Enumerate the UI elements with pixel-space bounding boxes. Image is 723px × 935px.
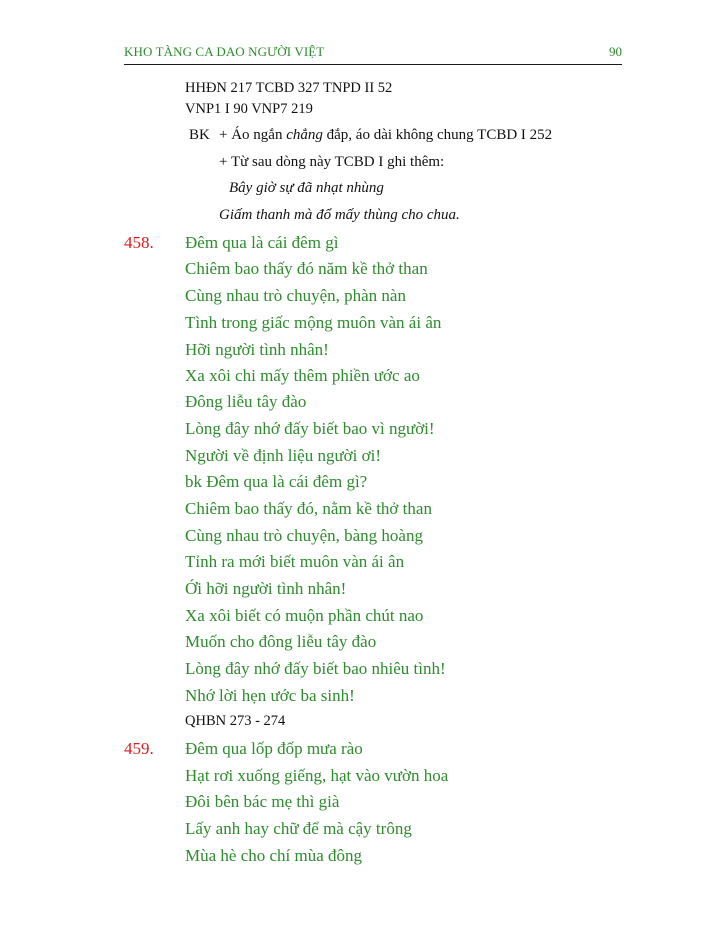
note-line: + Áo ngắn chẳng đắp, áo dài không chung TCBD I 252 <box>219 127 553 143</box>
verse-line: Cùng nhau trò chuyện, phàn nàn <box>185 286 406 305</box>
note-quote-line: Bây giờ sự đã nhạt nhùng <box>229 180 384 196</box>
verse-line: Xa xôi biết có muộn phần chút nao <box>185 606 424 625</box>
source-line: VNP1 I 90 VNP7 219 <box>185 101 313 117</box>
verse-line: Tỉnh ra mới biết muôn vàn ái ân <box>185 552 405 571</box>
verse-line: Chiêm bao thấy đó, nằm kề thở than <box>185 499 432 518</box>
verse-line: Đêm qua là cái đêm gì <box>185 233 339 252</box>
verse-line: bk Đêm qua là cái đêm gì? <box>185 472 368 491</box>
page-number: 90 <box>609 44 622 59</box>
verse-line: Cùng nhau trò chuyện, bàng hoàng <box>185 526 423 545</box>
verse-line: Xa xôi chi mấy thêm phiền ước ao <box>185 366 420 385</box>
verse-line: Nhớ lời hẹn ước ba sinh! <box>185 686 355 705</box>
verse-line: Tình trong giấc mộng muôn vàn ái ân <box>185 313 442 332</box>
entry-number: 458. <box>124 233 154 252</box>
running-header <box>124 42 622 65</box>
reference-line: QHBN 273 - 274 <box>185 713 286 729</box>
source-line: HHĐN 217 TCBD 327 TNPD II 52 <box>185 80 393 96</box>
verse-line: Hạt rơi xuống giếng, hạt vào vườn hoa <box>185 766 449 785</box>
verse-line: Muốn cho đông liễu tây đào <box>185 632 377 651</box>
verse-line: Đông liễu tây đào <box>185 392 307 411</box>
entry-number: 459. <box>124 739 154 758</box>
verse-line: Mùa hè cho chí mùa đông <box>185 846 363 865</box>
verse-line: Người về định liệu người ơi! <box>185 446 382 465</box>
note-line: + Từ sau dòng này TCBD I ghi thêm: <box>219 154 445 170</box>
verse-line: Chiêm bao thấy đó năm kề thở than <box>185 259 428 278</box>
verse-line: Ới hỡi người tình nhân! <box>185 579 347 598</box>
verse-line: Lòng đây nhớ đấy biết bao nhiêu tình! <box>185 659 446 678</box>
verse-line: Lòng đây nhớ đấy biết bao vì người! <box>185 419 435 438</box>
verse-line: Hỡi người tình nhân! <box>185 340 329 359</box>
verse-line: Đêm qua lốp đốp mưa rào <box>185 739 363 758</box>
book-title: KHO TÀNG CA DAO NGƯỜI VIỆT <box>124 44 325 59</box>
verse-line: Lấy anh hay chữ để mà cậy trông <box>185 819 412 838</box>
verse-line: Đôi bên bác mẹ thì già <box>185 792 340 811</box>
note-quote-line: Giấm thanh mà đổ mấy thùng cho chua. <box>219 207 460 223</box>
bk-label: BK <box>189 127 210 143</box>
note-italic-word: chẳng <box>286 127 323 143</box>
